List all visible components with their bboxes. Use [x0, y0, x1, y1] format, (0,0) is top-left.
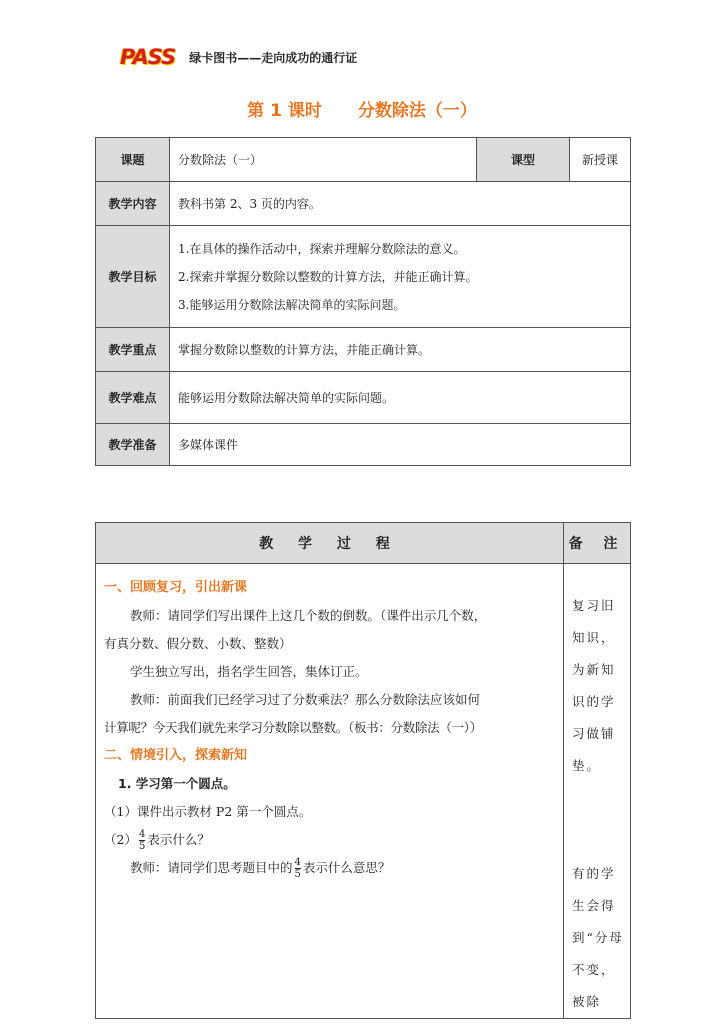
section-heading: 二、情境引入，探索新知 — [104, 748, 248, 763]
key-point-label: 教学重点 — [96, 328, 170, 372]
paragraph: 学生独立写出，指名学生回答，集体订正。 — [130, 664, 368, 679]
fraction-numerator: 4 — [294, 857, 301, 868]
header-slogan: 绿卡图书——走向成功的通行证 — [189, 50, 358, 65]
prep-label: 教学准备 — [96, 424, 170, 466]
note-text: 有的学生会得到“分母不变，被除 — [572, 866, 624, 1009]
prep-value: 多媒体课件 — [170, 424, 631, 466]
difficulty-label: 教学难点 — [96, 372, 170, 424]
list-item — [104, 826, 555, 854]
paragraph-text: 表示什么意思？ — [302, 860, 391, 875]
process-heading: 教 学 过 程 — [96, 523, 564, 564]
paragraph: 教师：请同学们写出课件上这几个数的倒数。（课件出示几个数， — [130, 608, 487, 623]
goals-list — [170, 226, 631, 328]
list-item: （1）课件出示教材 P2 第一个圆点。 — [104, 804, 312, 819]
table-row — [96, 226, 631, 328]
topic-value: 分数除法（一） — [170, 138, 477, 182]
paragraph: 教师：前面我们已经学习过了分数乘法？那么分数除法应该如何 — [130, 692, 481, 707]
paragraph — [104, 854, 555, 882]
topic-label: 课题 — [96, 138, 170, 182]
table-row — [96, 372, 631, 424]
page-header — [120, 42, 357, 72]
subheading: 1. 学习第一个圆点。 — [118, 776, 236, 791]
table-row — [96, 182, 631, 226]
fraction — [139, 829, 145, 852]
table-row — [96, 564, 631, 1019]
goals-label: 教学目标 — [96, 226, 170, 328]
content-value: 教科书第 2、3 页的内容。 — [170, 182, 631, 226]
table-row — [96, 523, 631, 564]
lesson-info-table — [95, 137, 631, 466]
table-row — [96, 328, 631, 372]
fraction-numerator: 4 — [138, 829, 146, 840]
fraction-denominator: 5 — [138, 841, 146, 852]
item-number: （2） — [104, 832, 137, 847]
paragraph: 计算呢？今天我们就先来学习分数除以整数。（板书：分数除法（一）） — [104, 720, 482, 735]
section-heading: 一、回顾复习，引出新课 — [104, 580, 248, 595]
process-body — [96, 564, 564, 1019]
difficulty-value: 能够运用分数除法解决简单的实际问题。 — [170, 372, 631, 424]
goal-item: 1.在具体的操作活动中，探索并理解分数除法的意义。 — [178, 241, 466, 256]
lesson-topic: 分数除法（一） — [357, 101, 477, 121]
item-text: 表示什么？ — [147, 832, 210, 847]
content-label: 教学内容 — [96, 182, 170, 226]
fraction-denominator: 5 — [294, 869, 301, 880]
goal-item: 2.探索并掌握分数除以整数的计算方法，并能正确计算。 — [178, 269, 478, 284]
teaching-process-table — [95, 522, 631, 1019]
notes-heading: 备 注 — [564, 523, 631, 564]
goal-item: 3.能够运用分数除法解决简单的实际问题。 — [178, 297, 406, 312]
table-row — [96, 424, 631, 466]
paragraph: 有真分数、假分数、小数、整数） — [104, 636, 292, 651]
pass-logo: PASS — [120, 45, 176, 69]
key-point-value: 掌握分数除以整数的计算方法，并能正确计算。 — [170, 328, 631, 372]
type-value: 新授课 — [570, 138, 631, 182]
notes-column — [564, 564, 631, 1019]
note-text: 复习旧知识，为新知识的学习做铺垫。 — [572, 598, 616, 773]
lesson-number: 第 1 课时 — [247, 101, 322, 121]
page-title — [0, 96, 724, 121]
type-label: 课型 — [477, 138, 570, 182]
table-row — [96, 138, 631, 182]
paragraph-text: 教师：请同学们思考题目中的 — [130, 860, 293, 875]
fraction — [295, 857, 301, 880]
